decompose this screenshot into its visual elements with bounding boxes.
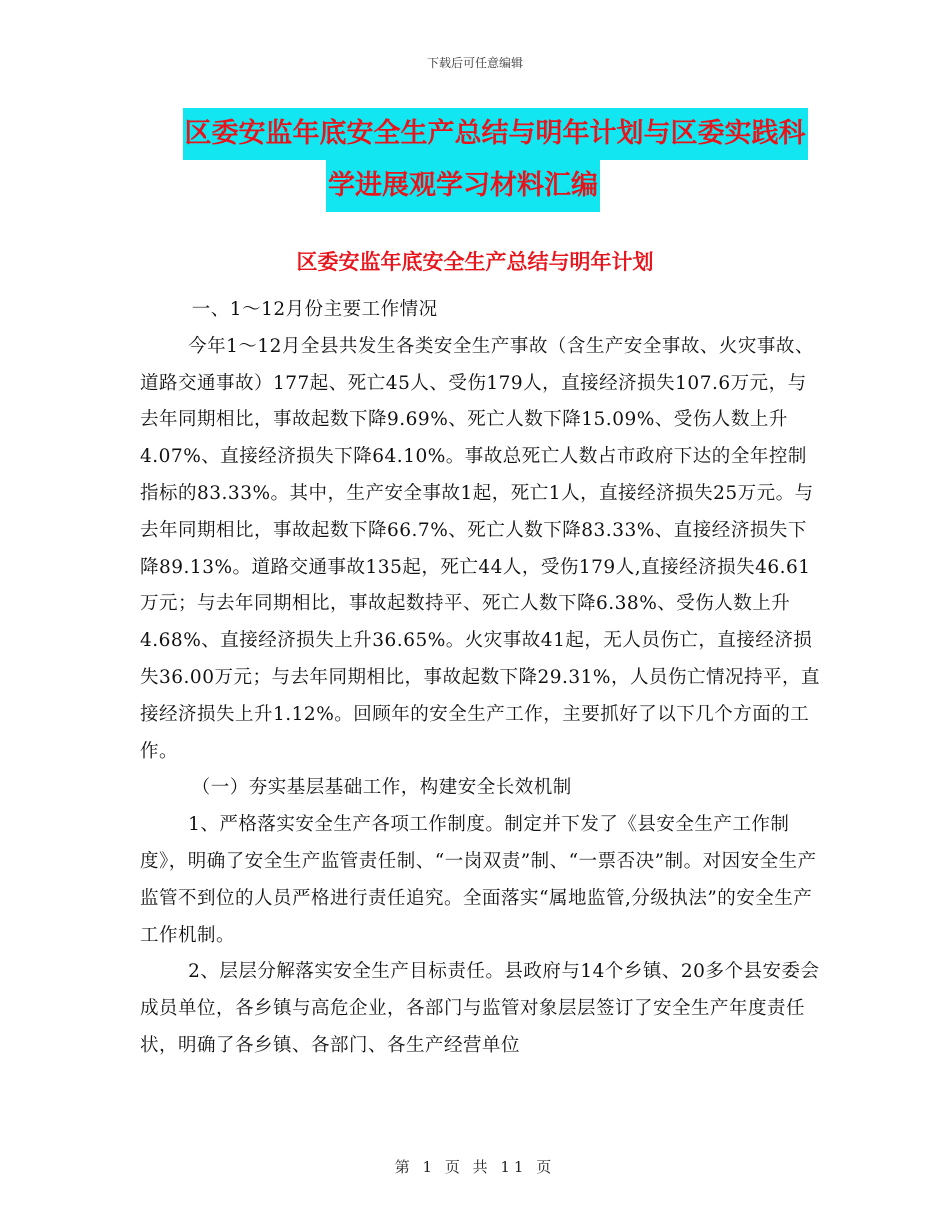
document-title-line-2: 学进展观学习材料汇编: [326, 160, 600, 212]
document-body: [140, 292, 820, 1065]
paragraph-item-1: 1、严格落实安全生产各项工作制度。制定并下发了《县安全生产工作制度》，明确了安全生产监管责任制、“一岗双责”制、“一票否决”制。对因安全生产监管不到位的人员严格进行责任追究。全面落实“属地监管,分级执法”的安全生产工作机制。: [140, 814, 817, 946]
paragraph-statistics: 今年1～12月全县共发生各类安全生产事故（含生产安全事故、火灾事故、道路交通事故）177起、死亡45人、受伤179人，直接经济损失107.6万元，与去年同期相比，事故起数下降9.69%、死亡人数下降15.09%、受伤人数上升4.07%、直接经济损失下降64.10%。事故总死亡人数占市政府下达的全年控制指标的83.33%。其中，生产安全事故1起，死亡1人，直接经济损失25万元。与去年同期相比，事故起数下降66.7%、死亡人数下降83.33%、直接经济损失下降89.13%。道路交通事故135起，死亡44人，受伤179人,直接经济损失46.61万元；与去年同期相比，事故起数持平、死亡人数下降6.38%、受伤人数上升4.68%、直接经济损失上升36.65%。火灾事故41起，无人员伤亡，直接经济损失36.00万元；与去年同期相比，事故起数下降29.31%，人员伤亡情况持平，直接经济损失上升1.12%。回顾年的安全生产工作，主要抓好了以下几个方面的工作。: [140, 335, 821, 762]
document-title-line-1: 区委安监年底安全生产总结与明年计划与区委实践科: [183, 108, 808, 160]
subsection-heading-1: （一）夯实基层基础工作，构建安全长效机制: [191, 777, 572, 799]
section-title: 区委安监年底安全生产总结与明年计划: [296, 250, 654, 274]
page-header-note: 下载后可任意编辑: [426, 56, 523, 70]
section-heading-1: 一、1～12月份主要工作情况: [191, 299, 438, 320]
page-footer: 第 1 页 共 11 页: [394, 1158, 556, 1176]
document-title: [0, 108, 950, 212]
paragraph-item-2: 2、层层分解落实安全生产目标责任。县政府与14个乡镇、20多个县安委会成员单位，各乡镇与高危企业，各部门与监管对象层层签订了安全生产年度责任状，明确了各乡镇、各部门、各生产经营单位: [140, 961, 820, 1056]
